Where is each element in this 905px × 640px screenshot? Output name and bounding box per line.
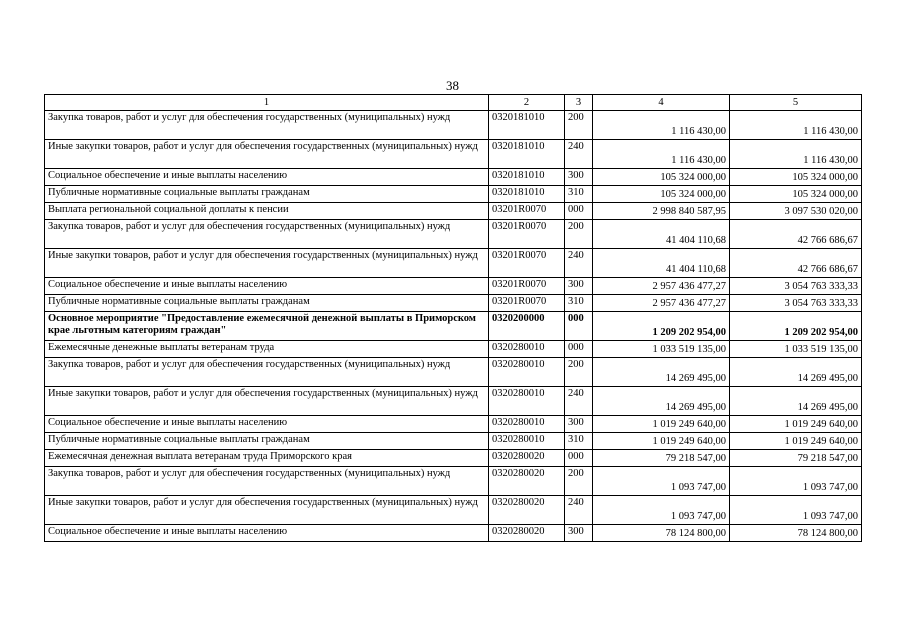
- row-name: Иные закупки товаров, работ и услуг для обеспечения государственных (муниципальных) нужд: [45, 249, 489, 278]
- row-value-col5: 1 093 747,00: [730, 467, 862, 496]
- row-name: Закупка товаров, работ и услуг для обеспечения государственных (муниципальных) нужд: [45, 358, 489, 387]
- table-row: [45, 203, 862, 220]
- row-code: 0320280020: [489, 496, 565, 525]
- row-name: Ежемесячные денежные выплаты ветеранам труда: [45, 341, 489, 358]
- row-vr: 200: [565, 467, 593, 496]
- row-name: Социальное обеспечение и иные выплаты населению: [45, 278, 489, 295]
- row-value-col4: 1 209 202 954,00: [593, 312, 730, 341]
- row-value-col5: 3 054 763 333,33: [730, 278, 862, 295]
- row-code: 03201R0070: [489, 203, 565, 220]
- budget-table: [44, 94, 862, 542]
- row-code: 0320280010: [489, 341, 565, 358]
- row-vr: 310: [565, 186, 593, 203]
- row-value-col4: 14 269 495,00: [593, 358, 730, 387]
- table-row: [45, 450, 862, 467]
- row-vr: 240: [565, 387, 593, 416]
- column-header-5: 5: [730, 95, 862, 111]
- row-value-col5: 1 209 202 954,00: [730, 312, 862, 341]
- row-vr: 200: [565, 358, 593, 387]
- page-number: 38: [446, 78, 459, 93]
- row-code: 0320280020: [489, 467, 565, 496]
- table-row: [45, 496, 862, 525]
- row-value-col4: 1 093 747,00: [593, 467, 730, 496]
- row-vr: 300: [565, 525, 593, 542]
- row-code: 03201R0070: [489, 220, 565, 249]
- row-code: 0320280010: [489, 433, 565, 450]
- row-value-col5: 1 116 430,00: [730, 140, 862, 169]
- row-code: 0320280010: [489, 387, 565, 416]
- row-value-col5: 42 766 686,67: [730, 249, 862, 278]
- row-name: Социальное обеспечение и иные выплаты населению: [45, 169, 489, 186]
- table-row: [45, 169, 862, 186]
- row-value-col5: 105 324 000,00: [730, 186, 862, 203]
- row-code: 0320280020: [489, 450, 565, 467]
- row-value-col5: 1 093 747,00: [730, 496, 862, 525]
- table-row: [45, 416, 862, 433]
- row-value-col5: 3 054 763 333,33: [730, 295, 862, 312]
- table-row: [45, 111, 862, 140]
- row-vr: 200: [565, 220, 593, 249]
- row-value-col4: 14 269 495,00: [593, 387, 730, 416]
- row-value-col5: 1 019 249 640,00: [730, 433, 862, 450]
- row-vr: 200: [565, 111, 593, 140]
- row-vr: 240: [565, 249, 593, 278]
- row-value-col5: 79 218 547,00: [730, 450, 862, 467]
- row-code: 0320200000: [489, 312, 565, 341]
- row-vr: 300: [565, 416, 593, 433]
- row-value-col4: 2 957 436 477,27: [593, 295, 730, 312]
- row-code: 0320280010: [489, 416, 565, 433]
- row-value-col4: 41 404 110,68: [593, 249, 730, 278]
- table-row: [45, 358, 862, 387]
- table-row: [45, 278, 862, 295]
- row-code: 03201R0070: [489, 278, 565, 295]
- table-row: [45, 295, 862, 312]
- row-name: Иные закупки товаров, работ и услуг для обеспечения государственных (муниципальных) нужд: [45, 140, 489, 169]
- row-name: Публичные нормативные социальные выплаты гражданам: [45, 295, 489, 312]
- column-header-2: 2: [489, 95, 565, 111]
- row-value-col5: 14 269 495,00: [730, 387, 862, 416]
- row-value-col5: 1 116 430,00: [730, 111, 862, 140]
- row-value-col4: 79 218 547,00: [593, 450, 730, 467]
- row-name: Публичные нормативные социальные выплаты гражданам: [45, 433, 489, 450]
- row-name: Социальное обеспечение и иные выплаты населению: [45, 416, 489, 433]
- row-vr: 000: [565, 450, 593, 467]
- row-vr: 300: [565, 169, 593, 186]
- row-value-col4: 1 116 430,00: [593, 111, 730, 140]
- row-vr: 000: [565, 203, 593, 220]
- table-row: [45, 467, 862, 496]
- column-header-4: 4: [593, 95, 730, 111]
- row-value-col4: 1 093 747,00: [593, 496, 730, 525]
- row-value-col4: 1 019 249 640,00: [593, 433, 730, 450]
- row-vr: 000: [565, 312, 593, 341]
- row-value-col5: 105 324 000,00: [730, 169, 862, 186]
- row-code: 0320181010: [489, 186, 565, 203]
- row-value-col4: 1 116 430,00: [593, 140, 730, 169]
- table-header-row: [45, 95, 862, 111]
- column-header-3: 3: [565, 95, 593, 111]
- row-vr: 310: [565, 433, 593, 450]
- row-name: Выплата региональной социальной доплаты к пенсии: [45, 203, 489, 220]
- row-value-col5: 42 766 686,67: [730, 220, 862, 249]
- row-code: 0320181010: [489, 111, 565, 140]
- row-name: Закупка товаров, работ и услуг для обеспечения государственных (муниципальных) нужд: [45, 220, 489, 249]
- row-value-col4: 105 324 000,00: [593, 186, 730, 203]
- row-vr: 240: [565, 496, 593, 525]
- row-name: Ежемесячная денежная выплата ветеранам труда Приморского края: [45, 450, 489, 467]
- row-value-col5: 1 033 519 135,00: [730, 341, 862, 358]
- row-code: 03201R0070: [489, 295, 565, 312]
- row-vr: 000: [565, 341, 593, 358]
- column-header-1: 1: [45, 95, 489, 111]
- row-vr: 310: [565, 295, 593, 312]
- row-name: Закупка товаров, работ и услуг для обеспечения государственных (муниципальных) нужд: [45, 467, 489, 496]
- row-name: Социальное обеспечение и иные выплаты населению: [45, 525, 489, 542]
- row-vr: 300: [565, 278, 593, 295]
- row-value-col4: 2 998 840 587,95: [593, 203, 730, 220]
- row-value-col5: 78 124 800,00: [730, 525, 862, 542]
- table-row: [45, 220, 862, 249]
- table-row: [45, 186, 862, 203]
- row-code: 0320181010: [489, 169, 565, 186]
- row-value-col5: 1 019 249 640,00: [730, 416, 862, 433]
- table-row: [45, 312, 862, 341]
- table-row: [45, 433, 862, 450]
- table-row: [45, 525, 862, 542]
- row-code: 03201R0070: [489, 249, 565, 278]
- table-row: [45, 341, 862, 358]
- row-value-col4: 1 019 249 640,00: [593, 416, 730, 433]
- table-row: [45, 387, 862, 416]
- row-name: Иные закупки товаров, работ и услуг для обеспечения государственных (муниципальных) нужд: [45, 387, 489, 416]
- row-value-col5: 3 097 530 020,00: [730, 203, 862, 220]
- row-name: Основное мероприятие "Предоставление ежемесячной денежной выплаты в Приморском крае льготным категориям граждан": [45, 312, 489, 341]
- table-row: [45, 249, 862, 278]
- row-code: 0320280020: [489, 525, 565, 542]
- row-value-col4: 105 324 000,00: [593, 169, 730, 186]
- row-name: Публичные нормативные социальные выплаты гражданам: [45, 186, 489, 203]
- row-name: Закупка товаров, работ и услуг для обеспечения государственных (муниципальных) нужд: [45, 111, 489, 140]
- row-value-col4: 41 404 110,68: [593, 220, 730, 249]
- row-value-col4: 1 033 519 135,00: [593, 341, 730, 358]
- row-value-col4: 2 957 436 477,27: [593, 278, 730, 295]
- table-row: [45, 140, 862, 169]
- row-code: 0320280010: [489, 358, 565, 387]
- row-value-col5: 14 269 495,00: [730, 358, 862, 387]
- row-value-col4: 78 124 800,00: [593, 525, 730, 542]
- row-name: Иные закупки товаров, работ и услуг для обеспечения государственных (муниципальных) нужд: [45, 496, 489, 525]
- row-vr: 240: [565, 140, 593, 169]
- row-code: 0320181010: [489, 140, 565, 169]
